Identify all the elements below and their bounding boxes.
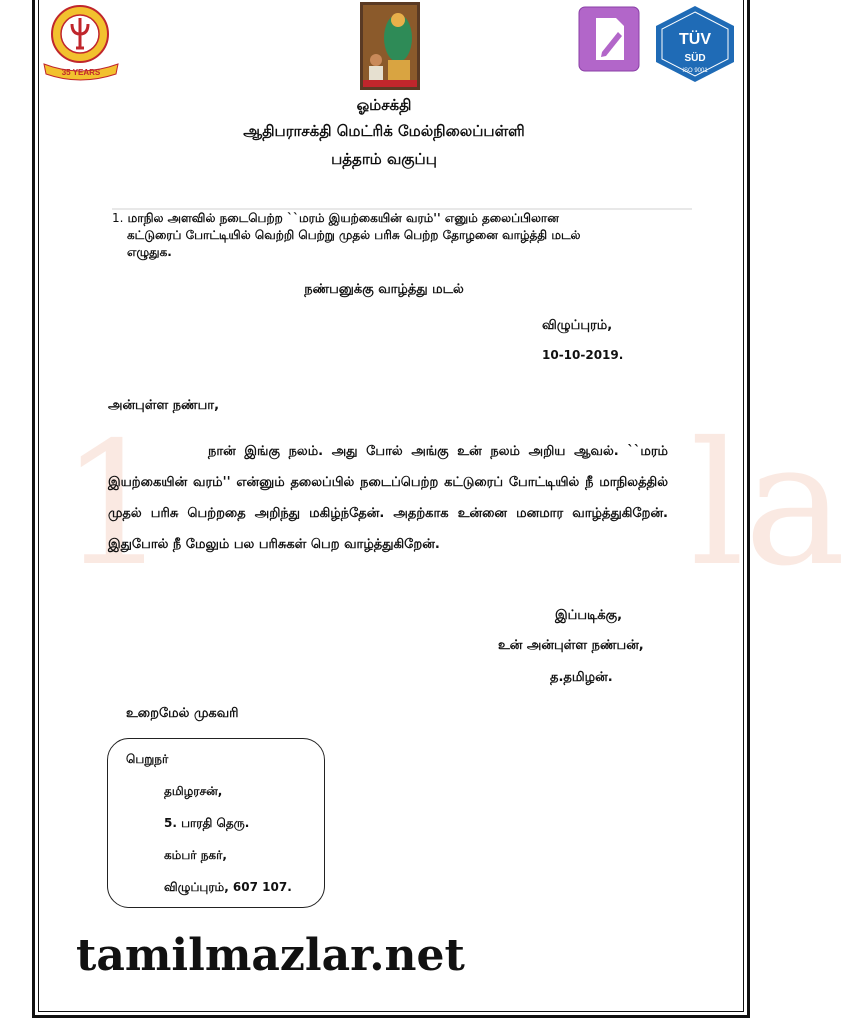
school-logo <box>40 2 122 82</box>
envelope-label: உறைமேல் முகவரி <box>126 706 239 721</box>
sud-label: SÜD <box>684 53 706 64</box>
iso-label: ISO 9001 <box>682 68 708 74</box>
letter-place: விழுப்புரம், <box>542 318 613 333</box>
watermark-right: la <box>690 406 846 604</box>
recipient-city: விழுப்புரம், 607 107. <box>164 880 292 894</box>
letter-body-text: நான் இங்கு நலம். அது போல் அங்கு உன் நலம் அறிய ஆவல். ``மரம் இயற்கையின் வரம்'' என்னும் தலைப்பில் நடைப்பெற்ற கட்டுரைப் போட்டியில் நீ மாநிலத்தில் முதல் பரிசு பெற்றதை அறிந்து மகிழ்ந்தேன். அதற்காக உன்னை மனமார வாழ்த்துகிறேன். இதுபோல் நீ மேலும் பல பரிசுகள் பெற வாழ்த்துகிறேன். <box>108 444 668 552</box>
document-edit-icon <box>578 6 640 72</box>
question-line-3: எழுதுக. <box>127 245 172 259</box>
question-number: 1. <box>112 211 124 225</box>
letter-date: 10-10-2019. <box>542 348 624 362</box>
recipient-street: 5. பாரதி தெரு. <box>164 816 250 830</box>
question-line-2: கட்டுரைப் போட்டியில் வெற்றி பெற்று முதல் பரிசு பெற்ற தோழனை வாழ்த்தி மடல் <box>127 228 581 242</box>
header-line-1: ஓம்சக்தி <box>356 96 412 114</box>
watermark-left: 1 <box>60 406 169 604</box>
question-line-1: மாநில அளவில் நடைபெற்ற ``மரம் இயற்கையின் வரம்'' எனும் தலைப்பிலான <box>127 211 559 225</box>
closing-line-2: உன் அன்புள்ள நண்பன், <box>498 638 644 653</box>
letter-heading: நண்பனுக்கு வாழ்த்து மடல் <box>304 282 464 297</box>
letter-body <box>108 436 668 560</box>
recipient-name: தமிழரசன், <box>164 784 223 798</box>
recipient-area: கம்பர் நகர், <box>164 848 227 862</box>
school-name: ஆதிபராசக்தி மெட்ரிக் மேல்நிலைப்பள்ளி <box>243 122 525 140</box>
letter-salutation: அன்புள்ள நண்பா, <box>108 398 220 413</box>
question-text <box>112 210 672 261</box>
closing-line-1: இப்படிக்கு, <box>555 608 623 623</box>
goddess-image <box>360 2 420 90</box>
class-name: பத்தாம் வகுப்பு <box>331 150 437 168</box>
site-watermark-text: tamilmazlar.net <box>76 930 465 981</box>
sender-name: த.தமிழன். <box>550 670 613 685</box>
tuv-label: TÜV <box>679 31 711 48</box>
school-logo-years: 35 YEARS <box>61 68 101 77</box>
tuv-certification-badge <box>650 4 740 84</box>
recipient-label: பெறுநர் <box>126 752 169 766</box>
